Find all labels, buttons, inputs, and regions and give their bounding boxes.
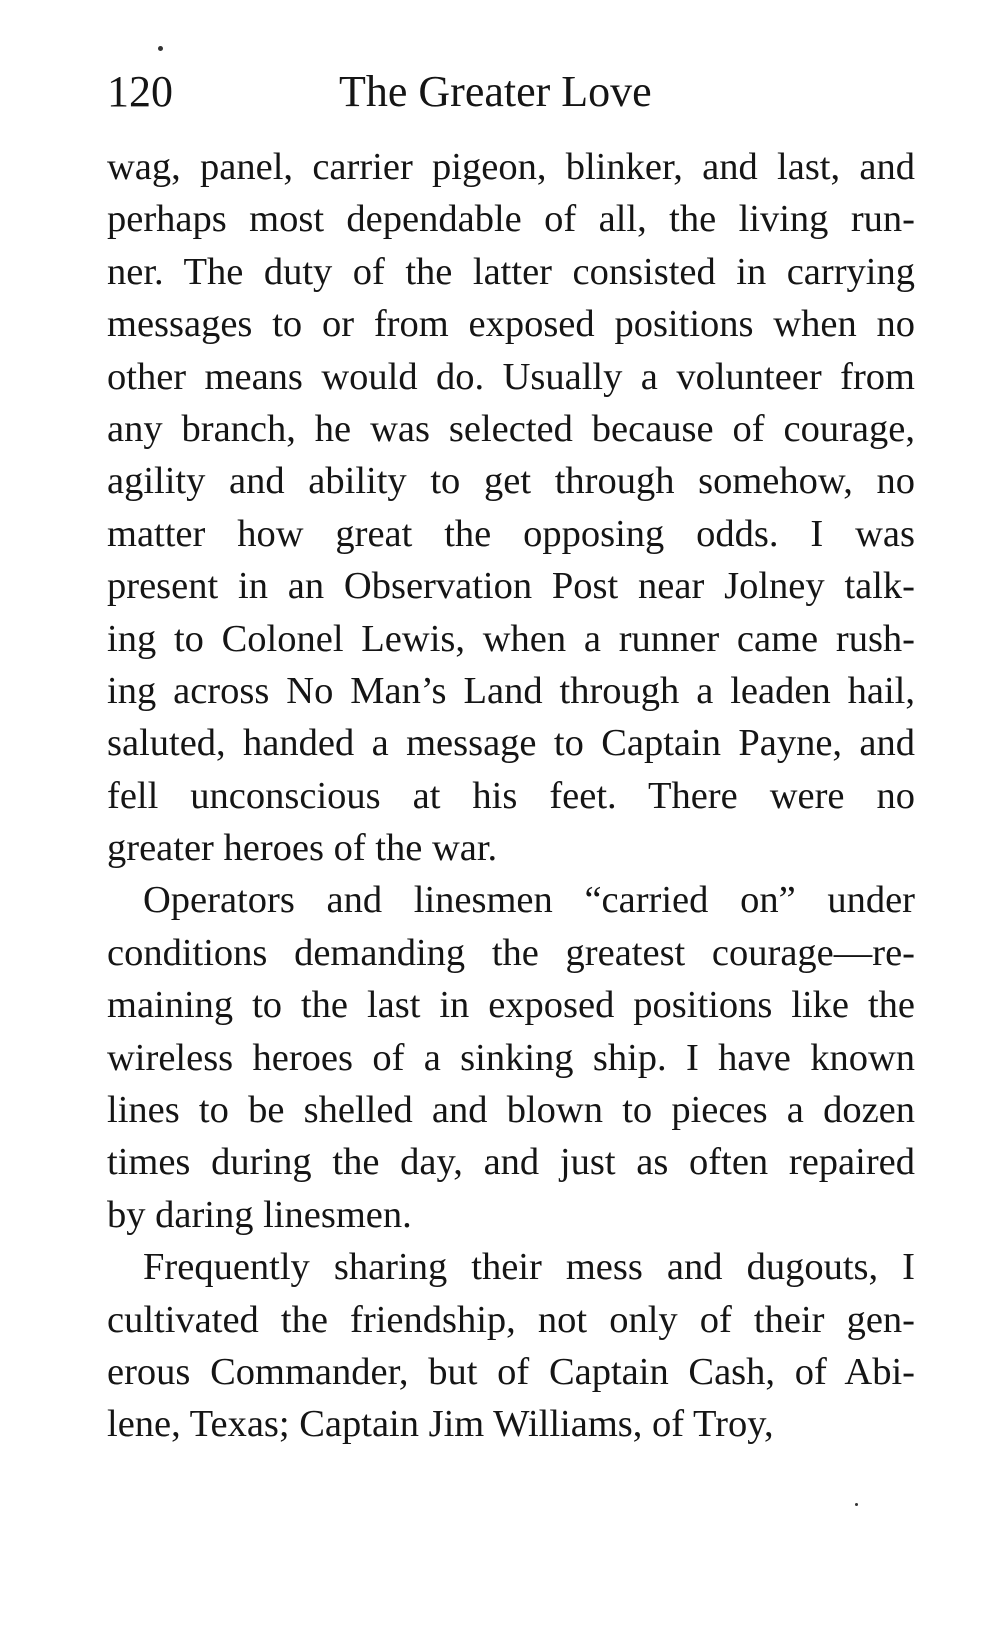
page-number: 120 (107, 67, 173, 116)
text-line: ing to Colonel Lewis, when a runner came rush- (107, 617, 915, 660)
body-text (107, 141, 915, 1451)
text-line: messages to or from exposed positions when no (107, 303, 915, 346)
text-line: greater heroes of the war. (107, 827, 498, 870)
paragraph (107, 874, 915, 1241)
text-line: wag, panel, carrier pigeon, blinker, and last, and (107, 146, 915, 188)
text-line: perhaps most dependable of all, the living run- (107, 198, 915, 241)
text-line: lene, Texas; Captain Jim Williams, of Troy, (107, 1403, 774, 1446)
text-line: cultivated the friendship, not only of their gen- (107, 1298, 915, 1341)
text-line: saluted, handed a message to Captain Payne, and (107, 722, 915, 765)
text-line: other means would do. Usually a volunteer from (107, 355, 915, 398)
text-line: times during the day, and just as often repaired (107, 1141, 915, 1184)
text-line: any branch, he was selected because of courage, (107, 407, 915, 450)
page-header (107, 62, 907, 132)
running-title: The Greater Love (339, 67, 652, 116)
text-line: by daring linesmen. (107, 1193, 412, 1236)
text-line: Frequently sharing their mess and dugouts, I (143, 1246, 915, 1289)
text-line: maining to the last in exposed positions like the (107, 984, 915, 1027)
text-line: Operators and linesmen “carried on” under (143, 879, 915, 922)
text-line: erous Commander, but of Captain Cash, of Abi- (107, 1350, 915, 1393)
text-line: fell unconscious at his feet. There were no (107, 774, 915, 817)
text-line: wireless heroes of a sinking ship. I have known (107, 1036, 915, 1079)
text-line: conditions demanding the greatest courage—re- (107, 931, 915, 974)
scan-speck (158, 46, 163, 51)
text-line: lines to be shelled and blown to pieces a dozen (107, 1089, 915, 1132)
text-line: ner. The duty of the latter consisted in carrying (107, 250, 915, 293)
paragraph (107, 141, 915, 874)
text-line: present in an Observation Post near Jolney talk- (107, 565, 915, 608)
text-line: agility and ability to get through somehow, no (107, 460, 915, 503)
paragraph (107, 1241, 915, 1451)
scan-speck (855, 1503, 858, 1506)
text-line: matter how great the opposing odds. I was (107, 512, 915, 555)
text-line: ing across No Man’s Land through a leaden hail, (107, 669, 915, 712)
